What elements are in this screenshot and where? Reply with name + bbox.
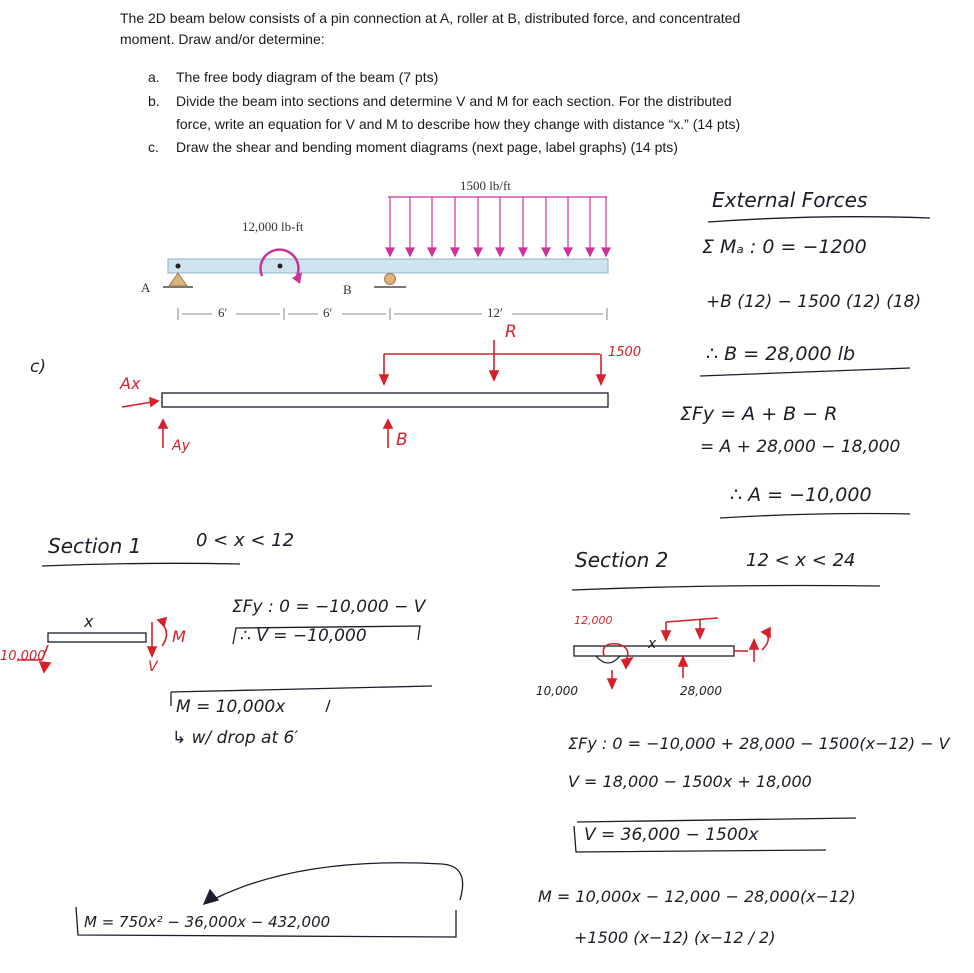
section1-m-label: M	[172, 627, 186, 646]
roller-support-b	[385, 274, 396, 285]
external-line-4: ΣFy = A + B − R	[680, 403, 838, 425]
moment-label: 12,000 lb-ft	[242, 219, 304, 234]
section2-moment-val: 12,000	[574, 614, 613, 627]
point-b-label: B	[343, 282, 352, 297]
r-label: R	[505, 322, 517, 342]
load-label: 1500 lb/ft	[460, 178, 511, 193]
item-text: Divide the beam into sections and determine V and M for each section. For the distributed	[176, 93, 732, 109]
item-marker: a.	[148, 69, 160, 85]
item-marker: c.	[148, 139, 159, 155]
section2-eq-2: V = 18,000 − 1500x + 18,000	[568, 772, 812, 791]
external-line-3: ∴ B = 28,000 lb	[706, 343, 856, 365]
section2-eq-1: ΣFy : 0 = −10,000 + 28,000 − 1500(x−12) − V	[568, 734, 950, 753]
section1-eq-4: ↳ w/ drop at 6′	[172, 728, 299, 748]
pin-a-dot	[176, 264, 181, 269]
section1-left-force: 10,000	[0, 649, 46, 664]
section1-eq-2: ∴ V = −10,000	[240, 626, 367, 646]
section2-x-label: x	[648, 636, 657, 652]
beam-figure	[163, 197, 610, 320]
dim-2-label: 6′	[323, 305, 333, 320]
intro-line-1: The 2D beam below consists of a pin connection at A, roller at B, distributed force, and concentrated	[120, 10, 741, 26]
item-marker: b.	[148, 93, 160, 109]
fbd-drawing	[162, 393, 608, 407]
item-text: Draw the shear and bending moment diagrams (next page, label graphs) (14 pts)	[176, 139, 678, 155]
external-line-2: +B (12) − 1500 (12) (18)	[706, 292, 922, 312]
external-line-6: ∴ A = −10,000	[730, 484, 872, 506]
dim-1-label: 6′	[218, 305, 228, 320]
section2-eq-5: +1500 (x−12) (x−12 / 2)	[574, 928, 776, 947]
section1-eq-1: ΣFy : 0 = −10,000 − V	[232, 597, 426, 617]
ay-label: Ay	[172, 438, 190, 454]
item-text: force, write an equation for V and M to describe how they change with distance “x.” (14 pts)	[176, 116, 741, 132]
section1-title: Section 1	[48, 534, 142, 558]
dim-3-label: 12′	[487, 305, 503, 320]
section2-title: Section 2	[575, 548, 669, 572]
section1-range: 0 < x < 12	[196, 530, 295, 551]
external-line-5: = A + 28,000 − 18,000	[700, 437, 901, 457]
section2-left-force: 10,000	[536, 684, 578, 698]
section1-m-final: M = 750x² − 36,000x − 432,000	[84, 913, 331, 931]
distributed-load	[386, 197, 610, 256]
dimension-lines	[178, 308, 607, 320]
external-title: External Forces	[712, 188, 868, 212]
part-c-label: c)	[30, 357, 46, 377]
section2-forces	[603, 618, 770, 688]
intro-line-2: moment. Draw and/or determine:	[120, 31, 325, 47]
section1-eq-3: M = 10,000x	[176, 697, 286, 717]
section2-drawing	[572, 586, 880, 853]
beam	[168, 259, 608, 273]
external-line-1: Σ Mₐ : 0 = −1200	[702, 236, 867, 258]
point-a-label: A	[141, 280, 151, 295]
pin-support-a	[169, 273, 187, 286]
fbd-beam	[162, 393, 608, 407]
section1-v-label: V	[148, 659, 158, 675]
section1-drawing	[42, 563, 432, 712]
section1-x-label: x	[84, 612, 94, 631]
b-force-label: B	[396, 430, 408, 450]
ax-label: Ax	[120, 374, 141, 393]
section2-eq-4: M = 10,000x − 12,000 − 28,000(x−12)	[538, 887, 856, 906]
section2-range: 12 < x < 24	[746, 550, 856, 571]
external-underlines	[700, 217, 930, 518]
item-text: The free body diagram of the beam (7 pts)	[176, 69, 439, 85]
section2-b-force: 28,000	[680, 684, 722, 698]
section2-eq-3: V = 36,000 − 1500x	[584, 825, 759, 845]
moment-dot	[278, 264, 283, 269]
fbd-forces	[122, 340, 605, 448]
w-end-label: 1500	[608, 345, 642, 360]
